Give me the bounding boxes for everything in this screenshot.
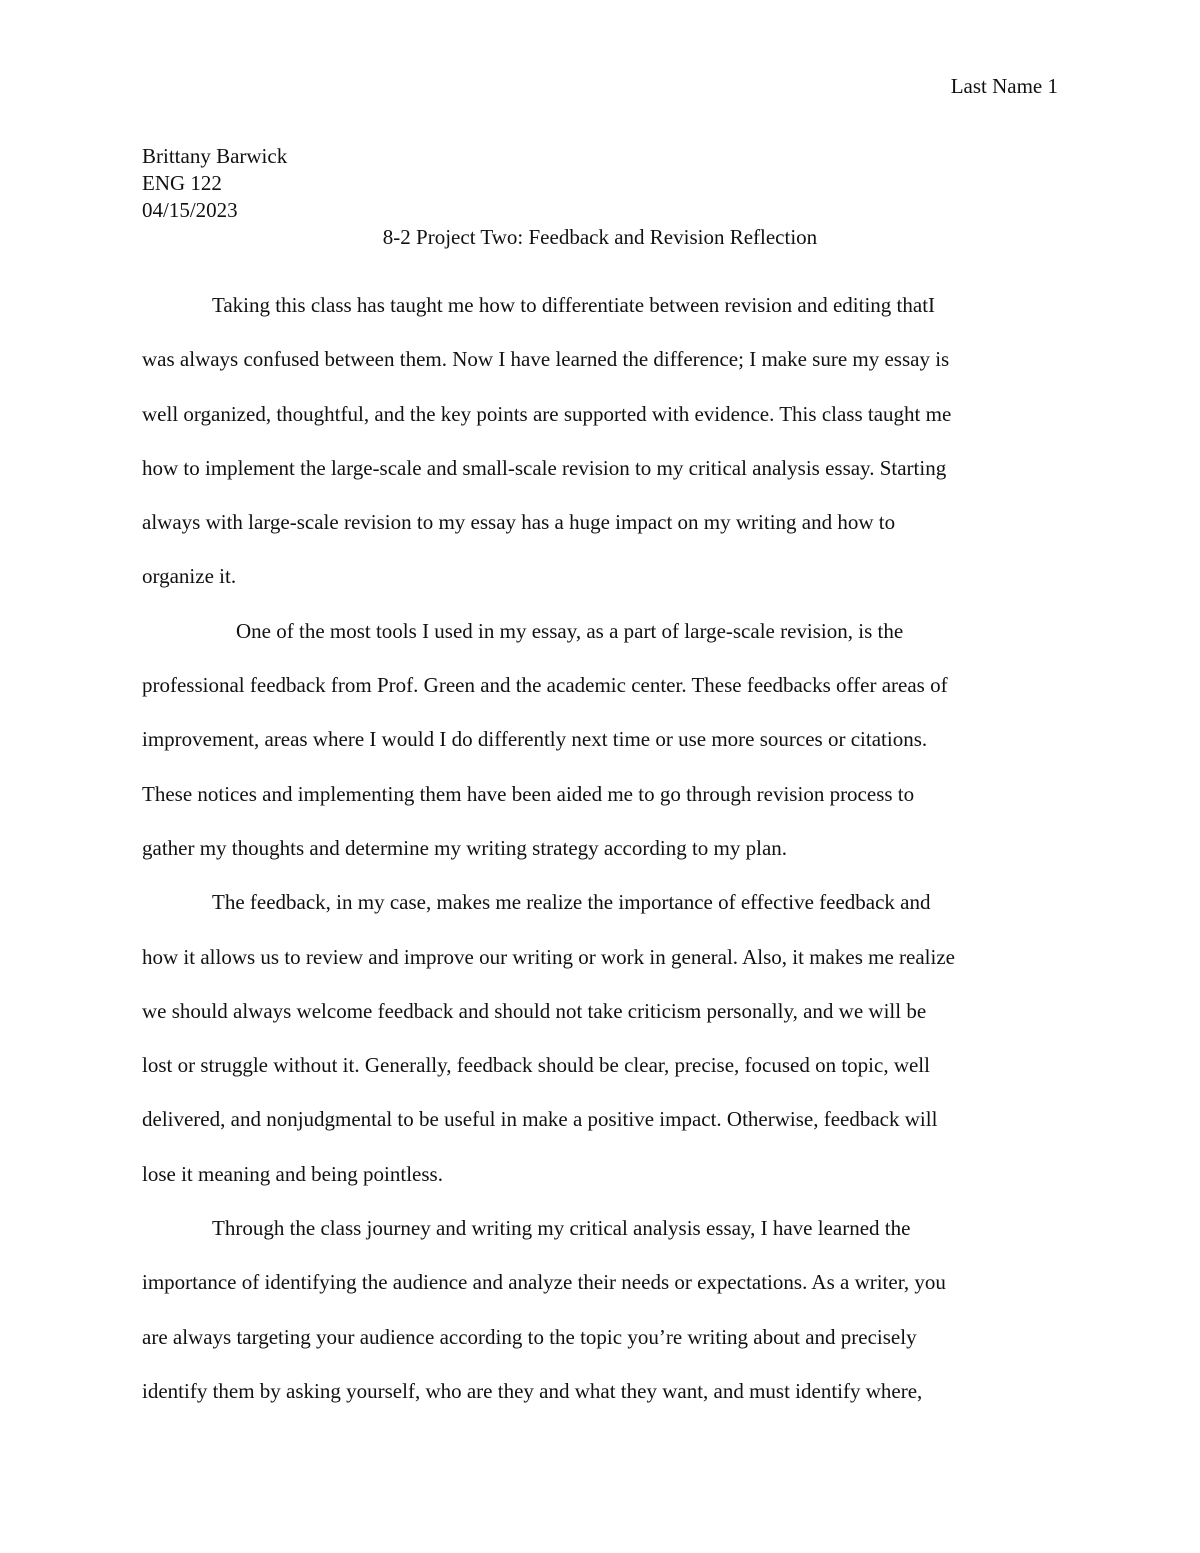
- paragraph-line: Taking this class has taught me how to differentiate between revision and editing thatI: [212, 293, 936, 317]
- paragraph-line: lost or struggle without it. Generally, feedback should be clear, precise, focused on topic, well: [142, 1053, 930, 1078]
- paragraph-line: we should always welcome feedback and should not take criticism personally, and we will be: [142, 998, 927, 1023]
- paragraph-line: well organized, thoughtful, and the key points are supported with evidence. This class taught me: [142, 401, 952, 426]
- paragraph-line: The feedback, in my case, makes me realize the importance of effective feedback and: [212, 890, 931, 915]
- essay-body: [142, 278, 1058, 1418]
- paragraph-line: how to implement the large-scale and small-scale revision to my critical analysis essay. Starting: [142, 455, 947, 480]
- running-head: Last Name 1: [950, 74, 1058, 98]
- paragraph-line: gather my thoughts and determine my writing strategy according to my plan.: [142, 835, 788, 860]
- paragraph-1: [142, 278, 1058, 604]
- paragraph-line: Through the class journey and writing my critical analysis essay, I have learned the: [212, 1216, 911, 1241]
- paragraph-line: importance of identifying the audience and analyze their needs or expectations. As a writer, you: [142, 1270, 946, 1295]
- paragraph-line: professional feedback from Prof. Green and the academic center. These feedbacks offer areas of: [142, 673, 948, 698]
- paragraph-line: One of the most tools I used in my essay, as a part of large-scale revision, is the: [236, 618, 904, 643]
- paragraph-line: identify them by asking yourself, who are they and what they want, and must identify where,: [142, 1378, 923, 1403]
- paragraph-4: [142, 1201, 1058, 1418]
- author-name: Brittany Barwick: [142, 144, 288, 168]
- paragraph-line: improvement, areas where I would I do differently next time or use more sources or citations.: [142, 727, 928, 752]
- course-name: ENG 122: [142, 171, 222, 195]
- document-date: 04/15/2023: [142, 198, 238, 222]
- paragraph-line: was always confused between them. Now I have learned the difference; I make sure my essay is: [142, 347, 950, 372]
- paragraph-line: delivered, and nonjudgmental to be useful in make a positive impact. Otherwise, feedback will: [142, 1107, 938, 1132]
- paragraph-line: always with large-scale revision to my essay has a huge impact on my writing and how to: [142, 510, 896, 535]
- paragraph-line: lose it meaning and being pointless.: [142, 1161, 443, 1186]
- paragraph-3: [142, 875, 1058, 1201]
- mla-heading: [142, 143, 1058, 224]
- essay-title: 8-2 Project Two: Feedback and Revision Reflection: [382, 225, 818, 249]
- paragraph-line: These notices and implementing them have been aided me to go through revision process to: [142, 781, 915, 806]
- paragraph-line: are always targeting your audience according to the topic you’re writing about and precisely: [142, 1324, 917, 1349]
- paragraph-line: how it allows us to review and improve our writing or work in general. Also, it makes me realize: [142, 944, 955, 969]
- paragraph-line: organize it.: [142, 564, 237, 589]
- paragraph-2: [142, 604, 1058, 875]
